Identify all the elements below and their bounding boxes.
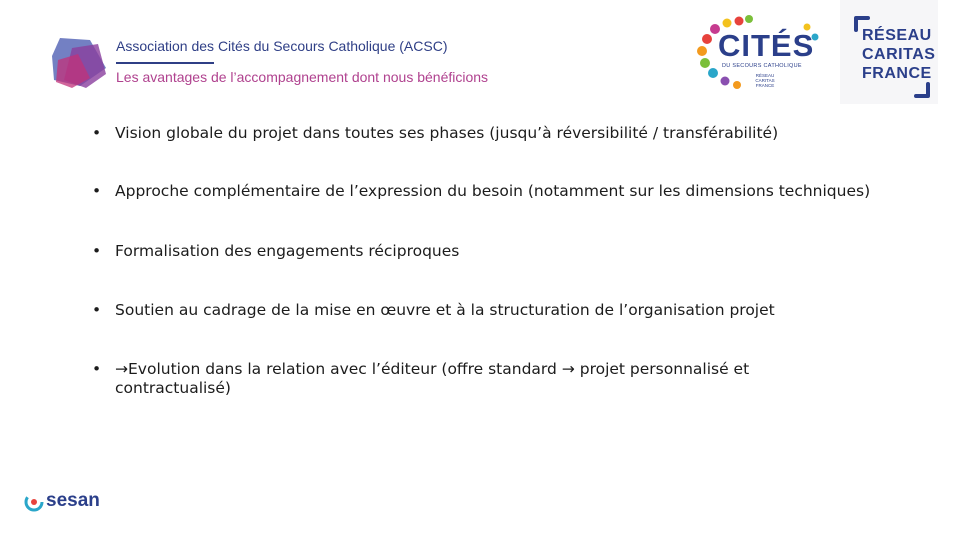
corner-shapes-logo <box>50 34 108 90</box>
bullet-dot: • <box>92 182 102 200</box>
cites-logo-sub: RÉSEAU CARITAS FRANCE <box>755 73 775 88</box>
bullet-dot: • <box>92 360 102 378</box>
cites-logo-word: CITÉS <box>718 28 815 63</box>
rcf-line-1: RÉSEAU <box>862 27 932 44</box>
bullet-item <box>92 301 775 320</box>
rcf-logo-text <box>862 26 935 83</box>
rcf-line-3: FRANCE <box>862 65 932 82</box>
bullet-item <box>92 124 778 143</box>
bullet-dot: • <box>92 301 102 319</box>
rcf-line-2: CARITAS <box>862 46 936 63</box>
bullet-item <box>92 360 835 398</box>
bullet-text-part-2: projet personnalisé et contractualisé) <box>115 360 750 397</box>
bullet-item <box>92 242 459 261</box>
bullet-text: Approche complémentaire de l’expression du besoin (notamment sur les dimensions techniques) <box>115 182 871 200</box>
bullet-dot: • <box>92 124 102 142</box>
arrow-right-icon: → <box>115 360 128 378</box>
bullet-dot: • <box>92 242 102 260</box>
cites-logo-tagline: DU SECOURS CATHOLIQUE <box>722 63 802 69</box>
bullet-text: Vision globale du projet dans toutes ses phases (jusqu’à réversibilité / transférabilité) <box>115 124 779 142</box>
bullet-item <box>92 182 870 201</box>
arrow-right-icon: → <box>561 360 575 378</box>
bullet-text: Formalisation des engagements réciproques <box>115 242 460 260</box>
bullet-text: Soutien au cadrage de la mise en œuvre et à la structuration de l’organisation projet <box>115 301 775 319</box>
header-subtitle: Les avantages de l’accompagnement dont nous bénéficions <box>116 69 489 85</box>
title-underline <box>116 62 214 64</box>
bullet-text-part-1: Evolution dans la relation avec l’éditeur (offre standard <box>128 360 557 378</box>
sesan-logo-word: sesan <box>46 490 100 511</box>
header-title: Association des Cités du Secours Catholique (ACSC) <box>116 38 448 54</box>
